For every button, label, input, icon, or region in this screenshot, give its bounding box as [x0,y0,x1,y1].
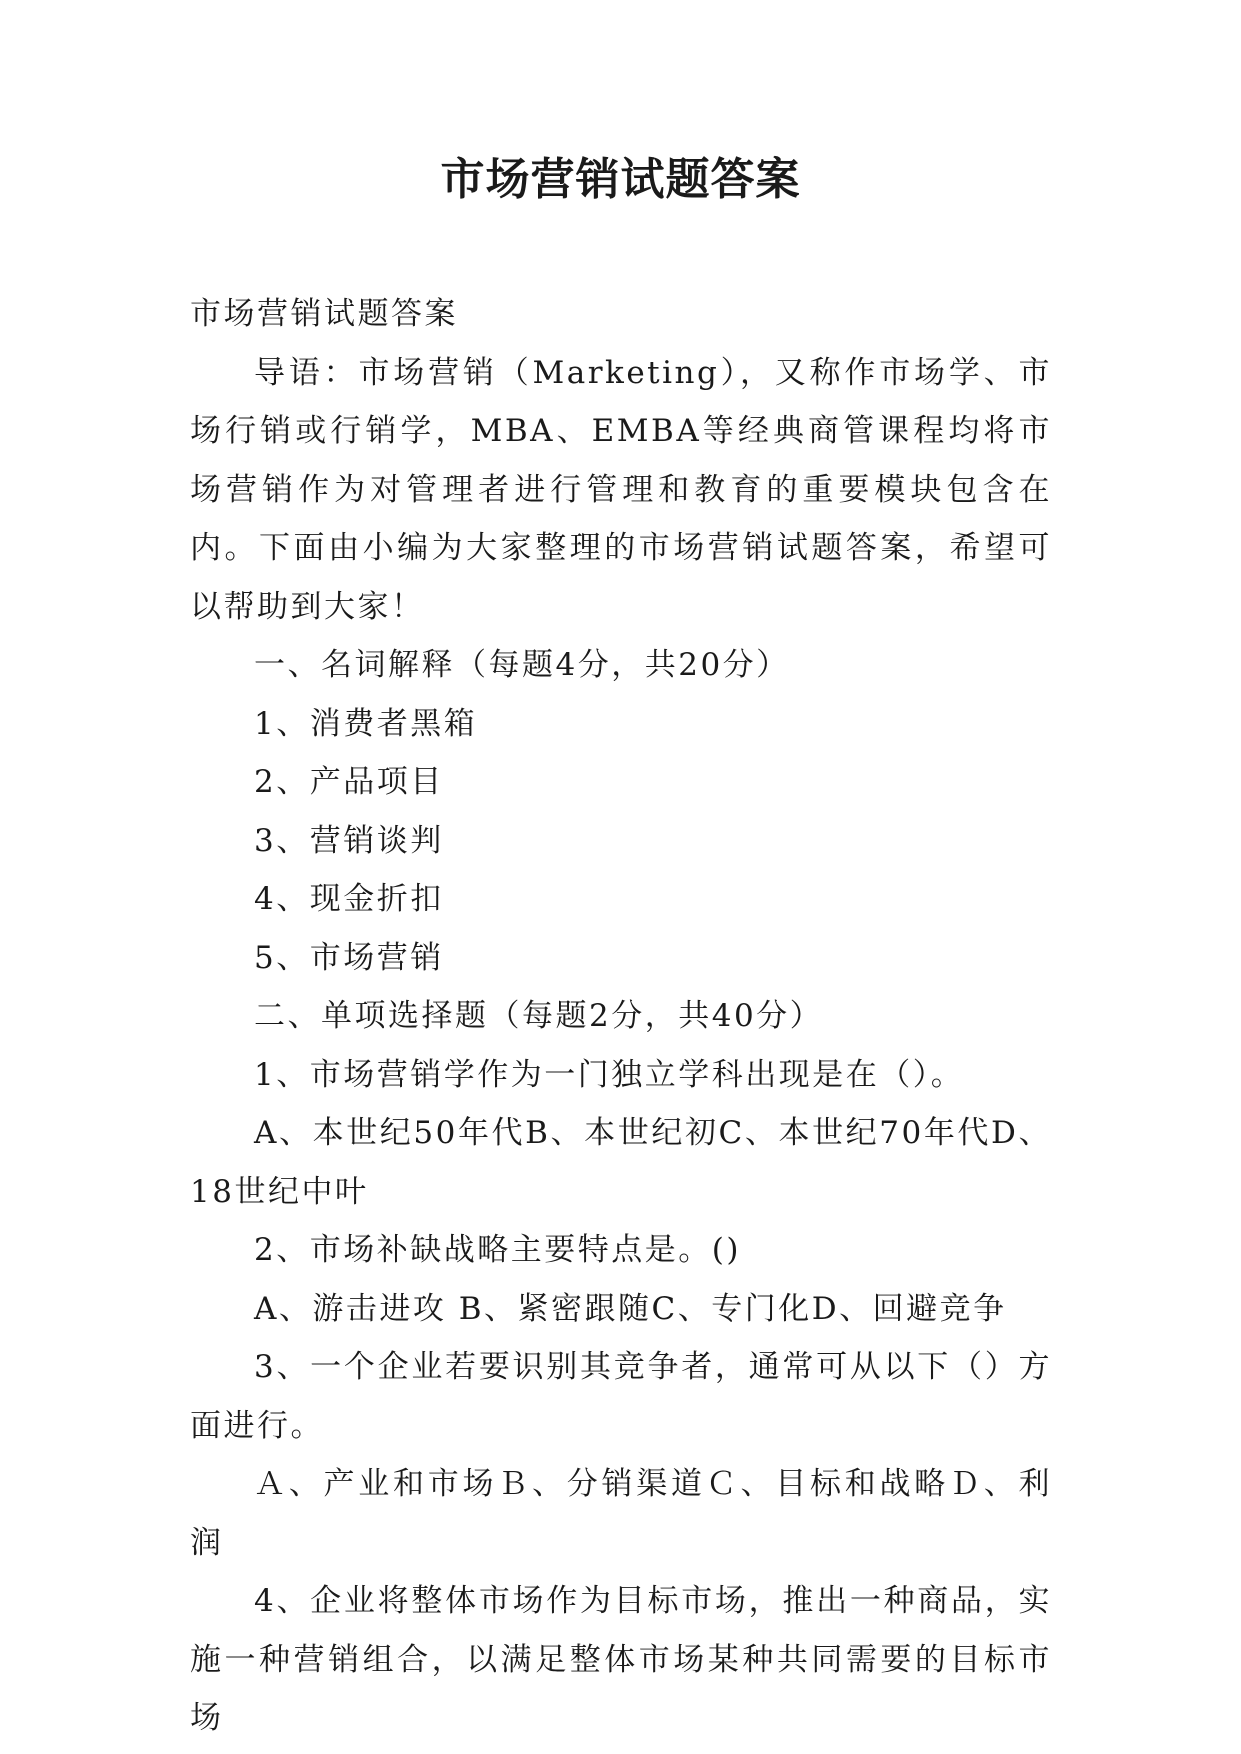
list-item: 3、营销谈判 [254,822,444,859]
question: 4、企业将整体市场作为目标市场，推出一种商品，实施一种营销组合，以满足整体市场某种共同需要的目标市场 [190,1583,1052,1736]
section-heading-definitions: 一、名词解释（每题4分，共20分） [254,647,790,683]
list-item: 2、产品项目 [254,764,444,800]
answer-options: A、游击进攻 B、紧密跟随C、专门化D、回避竞争 [254,1290,1007,1327]
answer-options: Ａ、产业和市场Ｂ、分销渠道Ｃ、目标和战略Ｄ、利润 [190,1466,1052,1561]
question: 3、一个企业若要识别其竞争者，通常可从以下（）方面进行。 [190,1349,1052,1444]
question: 1、市场营销学作为一门独立学科出现是在（）。 [254,1056,965,1093]
section-heading-multiple-choice: 二、单项选择题（每题2分，共40分） [254,998,824,1034]
list-item: 1、消费者黑箱 [254,705,478,742]
list-item: 5、市场营销 [254,939,444,976]
paragraph-heading: 市场营销试题答案 [190,296,458,332]
paragraph-intro: 导语：市场营销（Marketing），又称作市场学、市场行销或行销学，MBA、EMBA等经典商管课程均将市场营销作为对管理者进行管理和教育的重要模块包含在内。下面由小编为大家整理的市场营销试题答案，希望可以帮助到大家！ [190,354,1052,625]
document-title: 市场营销试题答案 [440,154,801,205]
question: 2、市场补缺战略主要特点是。() [254,1232,741,1268]
document-body [190,285,1052,1748]
list-item: 4、现金折扣 [254,881,444,917]
answer-options: A、本世纪50年代B、本世纪初C、本世纪70年代D、18世纪中叶 [190,1115,1052,1210]
